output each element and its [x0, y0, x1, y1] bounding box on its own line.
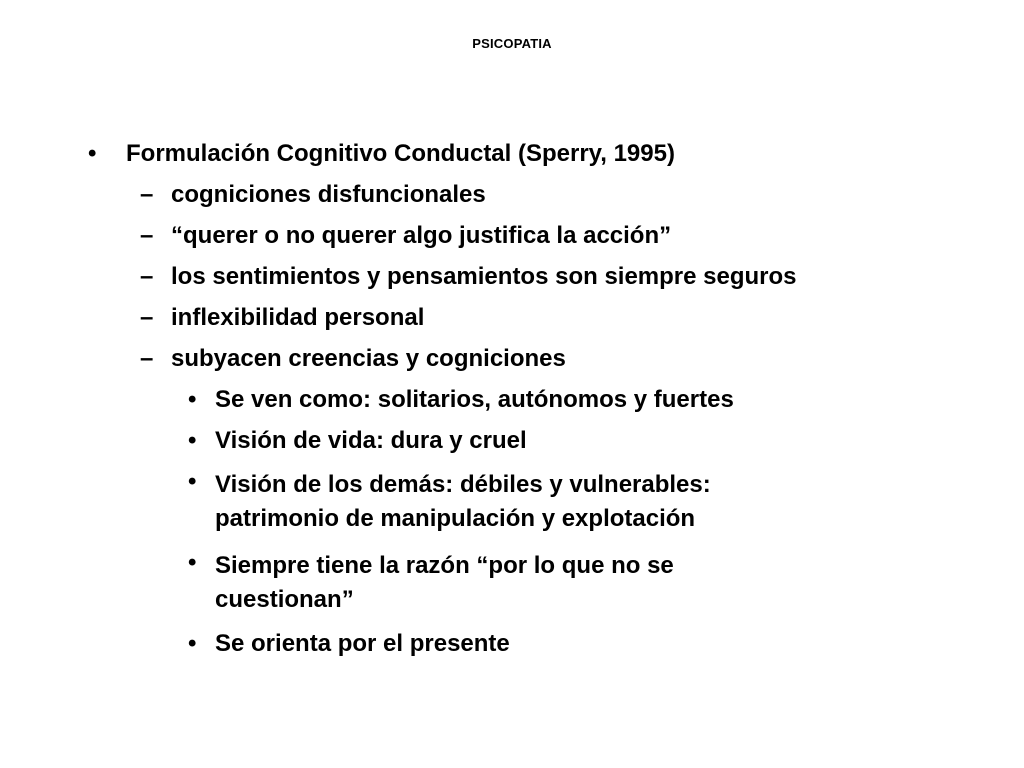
sub-item-cogniciones: [0, 181, 1024, 209]
bullet-marker: •: [88, 140, 97, 167]
dash-marker: –: [140, 222, 154, 249]
sub-item-text: “querer o no querer algo justifica la acción”: [171, 222, 672, 249]
bullet-item-formulacion: [0, 140, 1024, 168]
dash-marker: –: [140, 181, 154, 208]
sub-item-text: inflexibilidad personal: [171, 304, 425, 331]
bullet-marker: •: [188, 386, 197, 413]
bullet-list: [0, 134, 1024, 658]
bullet-marker: •: [188, 468, 197, 495]
sub-item-inflexibilidad: [0, 304, 1024, 332]
sub-item-text: cogniciones disfuncionales: [171, 181, 486, 208]
sub-item-text: los sentimientos y pensamientos son siempre seguros: [171, 263, 797, 290]
slide-title: PSICOPATIA: [472, 36, 552, 51]
sub-item-text: subyacen creencias y cogniciones: [171, 345, 566, 372]
sub-sub-item-text: Siempre tiene la razón “por lo que no se cuestionan”: [215, 552, 674, 613]
sub-sub-item-siempre: [0, 549, 1024, 617]
bullet-marker: •: [188, 630, 197, 657]
sub-sub-item-vision-vida: [0, 427, 1024, 455]
sub-sub-item-text: Visión de vida: dura y cruel: [215, 427, 527, 454]
sub-sub-item-text: Visión de los demás: débiles y vulnerables: patrimonio de manipulación y explotación: [215, 471, 711, 532]
sub-sub-item-se-ven: [0, 386, 1024, 414]
sub-sub-item-presente: [0, 630, 1024, 658]
sub-sub-item-text: Se ven como: solitarios, autónomos y fuertes: [215, 386, 734, 413]
bullet-marker: •: [188, 427, 197, 454]
dash-marker: –: [140, 345, 154, 372]
bullet-text: Formulación Cognitivo Conductal (Sperry, 1995): [126, 140, 675, 167]
sub-item-subyacen: [0, 345, 1024, 373]
sub-item-sentimientos: [0, 263, 1024, 291]
dash-marker: –: [140, 304, 154, 331]
dash-marker: –: [140, 263, 154, 290]
sub-sub-item-vision-demas: [0, 468, 1024, 536]
bullet-marker: •: [188, 549, 197, 576]
sub-sub-item-text: Se orienta por el presente: [215, 630, 510, 657]
sub-item-querer: [0, 222, 1024, 250]
